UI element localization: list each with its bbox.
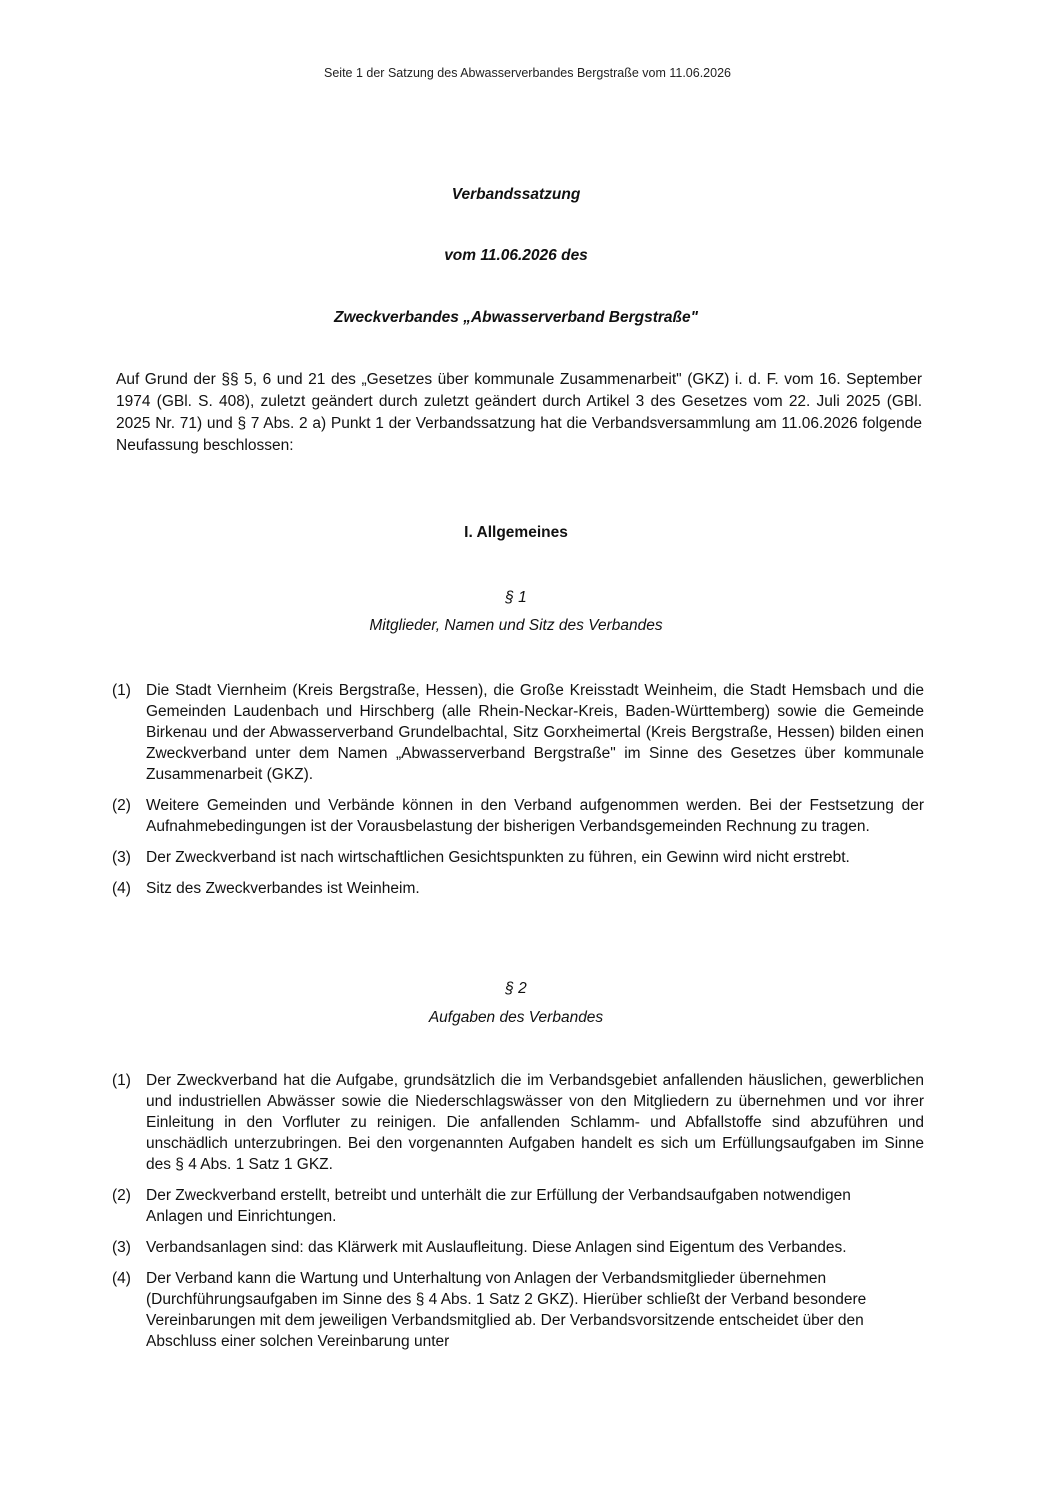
section-2-symbol: § 2 (505, 980, 527, 997)
list-item (112, 680, 924, 785)
item-number: (4) (112, 1270, 131, 1287)
item-text: Weitere Gemeinden und Verbände können in den Verband aufgenommen werden. Bei der Festsetzung der Aufnahmebedingungen ist der Vorausbelastung der bisherigen Verbandsgemeinden Rechnung zu tragen. (146, 797, 924, 835)
page-header: Seite 1 der Satzung des Abwasserverbandes Bergstraße vom 11.06.2026 (324, 66, 731, 80)
item-text: Der Zweckverband hat die Aufgabe, grundsätzlich die im Verbandsgebiet anfallenden häuslichen, gewerblichen und industriellen Abwässer sowie die Niederschlagswässer von den Mitgliedern zu übernehmen und vor ihrer Einleitung in den Vorfluter zu reinigen. Die anfallenden Schlamm- und Abfallstoffe sind abzuführen und unschädlich unterzubringen. Bei den vorgenannten Aufgaben handelt es sich um Erfüllungsaufgaben im Sinne des § 4 Abs. 1 Satz 1 GKZ. (146, 1072, 924, 1173)
item-number: (4) (112, 880, 131, 897)
item-text: Der Verband kann die Wartung und Unterhaltung von Anlagen der Verbandsmitglieder übernehmen (Durchführungsaufgaben im Sinne des § 4 Abs. 1 Satz 2 GKZ). Hierüber schließt der Verband besondere Vereinbarungen mit dem jeweiligen Verbandsmitglied ab. Der Verbandsvorsitzende entscheidet über den Abschluss einer solchen Vereinbarung unter (146, 1270, 867, 1350)
section-1-title: Mitglieder, Namen und Sitz des Verbandes (369, 617, 663, 634)
item-number: (3) (112, 1239, 131, 1256)
part-heading-allgemeines: I. Allgemeines (464, 524, 568, 541)
section-1-list (112, 680, 924, 909)
list-item (112, 795, 924, 837)
list-item (112, 847, 924, 868)
section-1-symbol: § 1 (505, 589, 527, 606)
item-text: Sitz des Zweckverbandes ist Weinheim. (146, 880, 420, 897)
item-text: Die Stadt Viernheim (Kreis Bergstraße, Hessen), die Große Kreisstadt Weinheim, die Stadt Hemsbach und die Gemeinden Laudenbach und Hirschberg (alle Rhein-Neckar-Kreis, Baden-Württemberg) sowie die Gemeinde Birkenau und der Abwasserverband Grundelbachtal, Sitz Gorxheimertal (Kreis Bergstraße, Hessen) bilden einen Zweckverband unter dem Namen „Abwasserverband Bergstraße" im Sinne des Gesetzes über kommunale Zusammenarbeit (GKZ). (146, 682, 924, 783)
list-item (112, 1237, 924, 1258)
section-2-list (112, 1070, 924, 1362)
item-number: (2) (112, 1187, 131, 1204)
section-2-title: Aufgaben des Verbandes (428, 1009, 604, 1026)
document-subject-line: Zweckverbandes „Abwasserverband Bergstraße" (333, 309, 698, 326)
item-number: (1) (112, 682, 131, 699)
preamble (116, 369, 922, 457)
item-text: Der Zweckverband ist nach wirtschaftlichen Gesichtspunkten zu führen, ein Gewinn wird nicht erstrebt. (146, 849, 850, 866)
list-item (112, 1070, 924, 1175)
item-number: (3) (112, 849, 131, 866)
item-text: Verbandsanlagen sind: das Klärwerk mit Auslaufleitung. Diese Anlagen sind Eigentum des Verbandes. (146, 1239, 847, 1256)
list-item (112, 1268, 924, 1352)
document-date-line: vom 11.06.2026 des (444, 247, 588, 264)
list-item (112, 878, 924, 899)
document-title: Verbandssatzung (451, 186, 581, 203)
item-number: (2) (112, 797, 131, 814)
item-number: (1) (112, 1072, 131, 1089)
item-text: Der Zweckverband erstellt, betreibt und unterhält die zur Erfüllung der Verbandsaufgaben notwendigen Anlagen und Einrichtungen. (146, 1187, 851, 1225)
list-item (112, 1185, 924, 1227)
preamble-text: Auf Grund der §§ 5, 6 und 21 des „Gesetzes über kommunale Zusammenarbeit" (GKZ) i. d. F. vom 16. September 1974 (GBl. S. 408), zuletzt geändert durch zuletzt geändert durch Artikel 3 des Gesetzes vom 22. Juli 2025 (GBl. 2025 Nr. 71) und § 7 Abs. 2 a) Punkt 1 der Verbandssatzung hat die Verbandsversammlung am 11.06.2026 folgende Neufassung beschlossen: (116, 371, 922, 454)
